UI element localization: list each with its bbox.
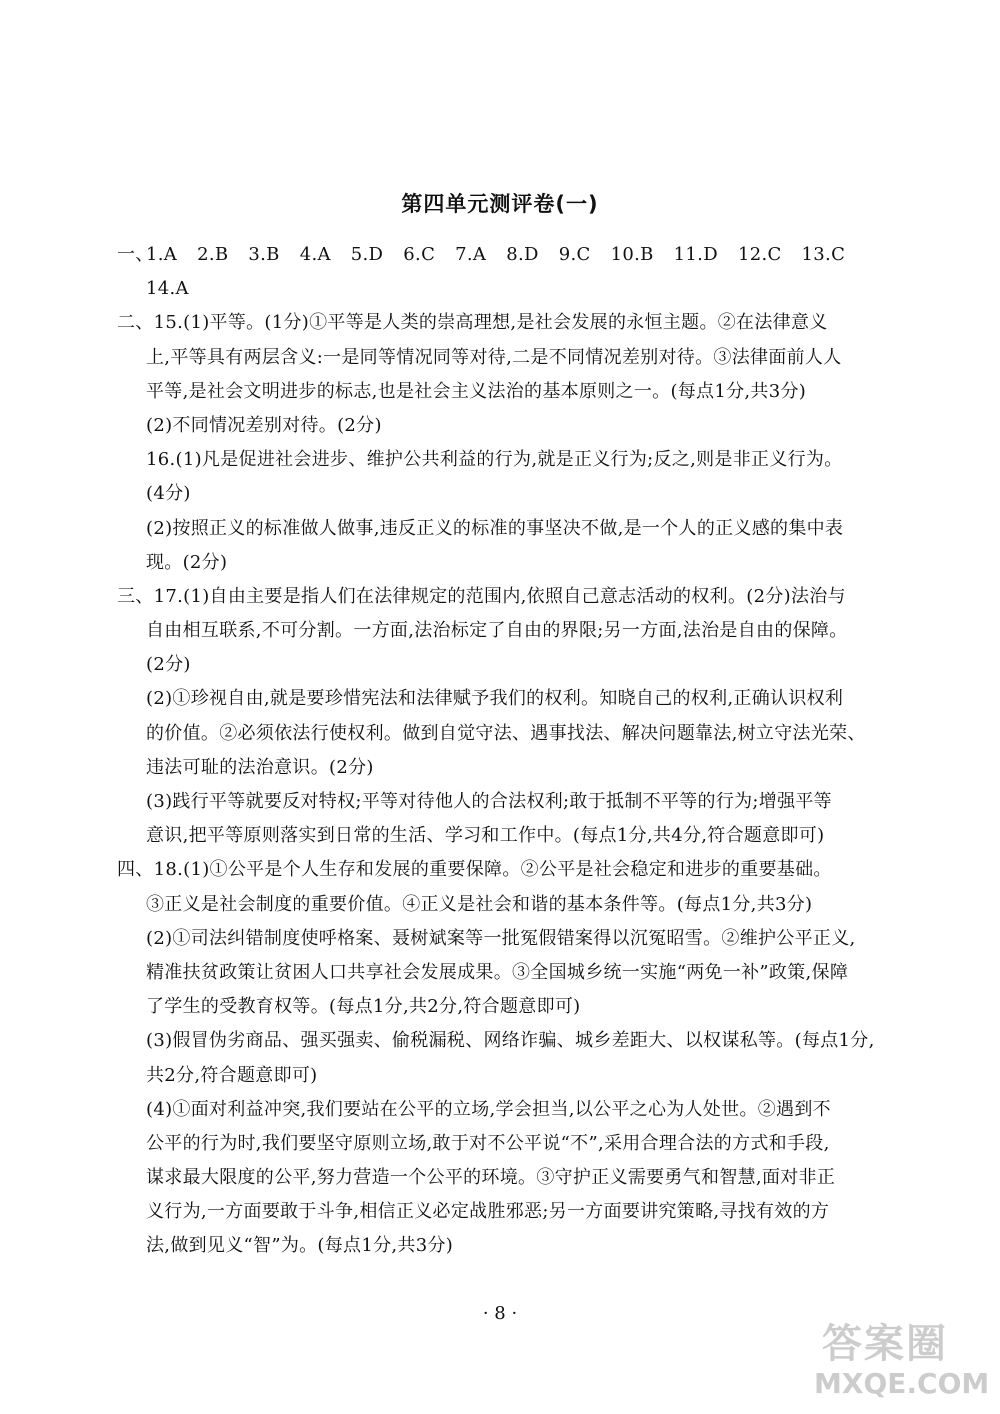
answer-line: (2)①司法纠错制度使呼格案、聂树斌案等一批冤假错案得以沉冤昭雪。②维护公平正义, xyxy=(146,927,856,949)
answer-line: 四、18.(1)①公平是个人生存和发展的重要保障。②公平是社会稳定和进步的重要基础。 xyxy=(117,859,832,881)
answer-line: 公平的行为时,我们要坚守原则立场,敢于对不公平说“不”,采用合理合法的方式和手段, xyxy=(146,1132,830,1154)
answer-line: 法,做到见义“智”为。(每点1分,共3分) xyxy=(146,1235,454,1257)
answer-line: (4分) xyxy=(146,483,191,505)
answer-line: 精准扶贫政策让贫困人口共享社会发展成果。③全国城乡统一实施“两免一补”政策,保障 xyxy=(146,961,849,983)
mc-answer: 11.D xyxy=(673,244,718,265)
mc-answer: 12.C xyxy=(737,244,782,265)
answer-line: (2分) xyxy=(146,654,191,676)
mc-answer: 13.C xyxy=(801,244,846,265)
watermark-logo xyxy=(814,1312,990,1402)
mc-answers-row xyxy=(117,238,907,272)
answer-line: 16.(1)凡是促进社会进步、维护公共利益的行为,就是正义行为;反之,则是非正义行为。 xyxy=(146,449,843,471)
answer-line: 三、17.(1)自由主要是指人们在法律规定的范围内,依照自己意志活动的权利。(2分)法治与 xyxy=(117,585,846,607)
answer-line: 上,平等具有两层含义:一是同等情况同等对待,二是不同情况差别对待。③法律面前人人 xyxy=(146,346,842,368)
mc-answers-continuation: 14.A xyxy=(146,278,189,300)
mc-answer: 9.C xyxy=(558,244,591,265)
answer-line: 违法可耻的法治意识。(2分) xyxy=(146,756,374,778)
answer-line: (3)假冒伪劣商品、强买强卖、偷税漏税、网络诈骗、城乡差距大、以权谋私等。(每点1分, xyxy=(146,1030,875,1052)
answer-content xyxy=(117,238,907,1264)
answer-line: 现。(2分) xyxy=(146,551,228,573)
answer-line: (4)①面对利益冲突,我们要站在公平的立场,学会担当,以公平之心为人处世。②遇到不 xyxy=(146,1098,831,1120)
answer-line: 二、15.(1)平等。(1分)①平等是人类的崇高理想,是社会发展的永恒主题。②在法律意义 xyxy=(117,312,828,334)
answer-line: (3)践行平等就要反对特权;平等对待他人的合法权利;敢于抵制不平等的行为;增强平等 xyxy=(146,791,832,812)
answer-line: 共2分,符合题意即可) xyxy=(146,1064,318,1086)
watermark-url: MXQE.COM xyxy=(814,1367,990,1400)
watermark-title: 答案圈 xyxy=(822,1321,948,1367)
mc-answer: 6.C xyxy=(403,244,436,265)
answer-line: 谋求最大限度的公平,努力营造一个公平的环境。③守护正义需要勇气和智慧,面对非正 xyxy=(146,1167,836,1189)
answer-line: ③正义是社会制度的重要价值。④正义是社会和谐的基本条件等。(每点1分,共3分) xyxy=(146,893,813,915)
page-number: · 8 · xyxy=(482,1303,518,1324)
mc-answer: 8.D xyxy=(506,244,539,265)
mc-answer: 3.B xyxy=(248,244,280,265)
page-title: 第四单元测评卷(一) xyxy=(401,192,599,216)
answer-line: 平等,是社会文明进步的标志,也是社会主义法治的基本原则之一。(每点1分,共3分) xyxy=(146,380,807,402)
answer-line: 的价值。②必须依法行使权利。做到自觉守法、遇事找法、解决问题靠法,树立守法光荣、 xyxy=(146,722,866,744)
answer-line: 意识,把平等原则落实到日常的生活、学习和工作中。(每点1分,共4分,符合题意即可) xyxy=(146,825,825,847)
mc-answer: 1.A xyxy=(146,244,178,265)
answer-line: 了学生的受教育权等。(每点1分,共2分,符合题意即可) xyxy=(146,996,581,1018)
answer-line: 义行为,一方面要敢于斗争,相信正义必定战胜邪恶;另一方面要讲究策略,寻找有效的方 xyxy=(146,1201,830,1223)
mc-answer: 5.D xyxy=(350,244,384,265)
answer-line: 自由相互联系,不可分割。一方面,法治标定了自由的界限;另一方面,法治是自由的保障。 xyxy=(146,620,848,642)
mc-answer: 7.A xyxy=(455,244,487,265)
mc-answer: 4.A xyxy=(299,244,331,265)
section-prefix: 一、 xyxy=(117,244,154,265)
answer-line: (2)按照正义的标准做人做事,违反正义的标准的事坚决不做,是一个人的正义感的集中表 xyxy=(146,517,844,539)
answer-line: (2)①珍视自由,就是要珍惜宪法和法律赋予我们的权利。知晓自己的权利,正确认识权利 xyxy=(146,688,844,710)
mc-answer: 2.B xyxy=(197,244,229,265)
answer-line: (2)不同情况差别对待。(2分) xyxy=(146,414,382,436)
mc-answer: 10.B xyxy=(610,244,654,265)
